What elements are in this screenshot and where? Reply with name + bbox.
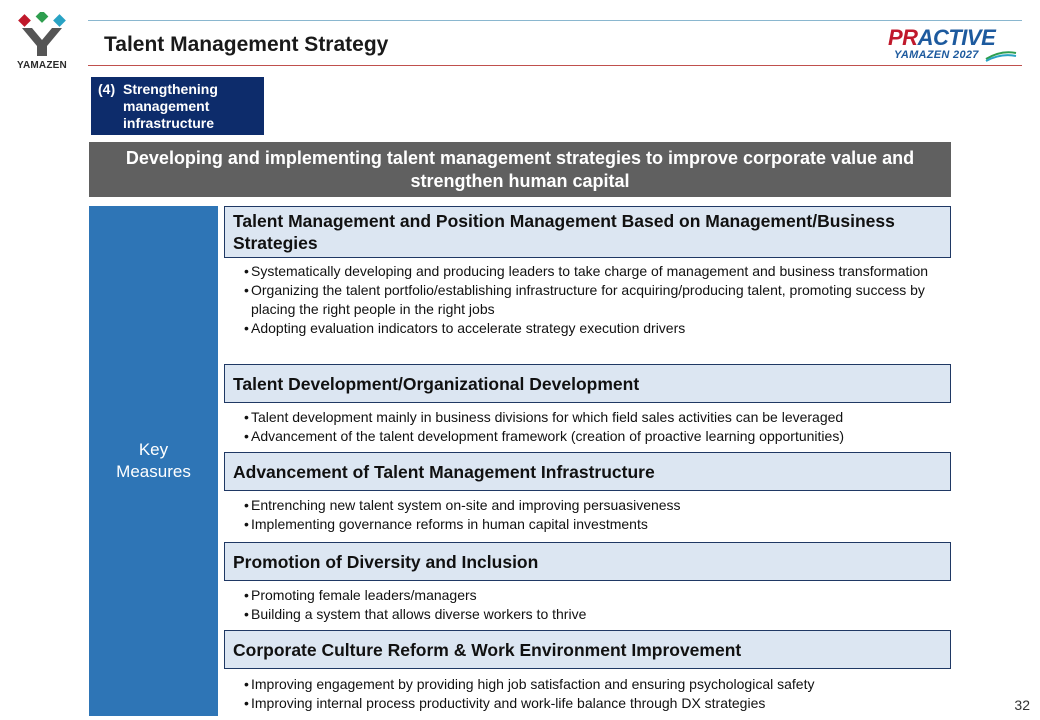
company-logo <box>10 12 74 74</box>
header-top-rule <box>88 20 1022 21</box>
bullet-item: • Entrenching new talent system on-site and improving persuasiveness <box>244 496 944 515</box>
plan-logo-wordmark <box>888 26 995 50</box>
section-number: (4) <box>98 81 116 97</box>
key-measures-text: Key Measures <box>116 440 191 481</box>
bullet-item: • Systematically developing and producing leaders to take charge of management and business transformation <box>244 262 944 281</box>
measure-bullets <box>244 675 944 713</box>
bullet-item: • Talent development mainly in business divisions for which field sales activities can be leveraged <box>244 408 944 427</box>
key-measures-label <box>89 206 218 716</box>
measure-heading: Advancement of Talent Management Infrastructure <box>224 452 951 491</box>
measure-heading: Promotion of Diversity and Inclusion <box>224 542 951 581</box>
bullet-item: • Advancement of the talent development framework (creation of proactive learning opportunities) <box>244 427 944 446</box>
plan-logo-subtitle: YAMAZEN 2027 <box>894 49 979 61</box>
bullet-item: • Promoting female leaders/managers <box>244 586 944 605</box>
page-title: Talent Management Strategy <box>104 33 389 56</box>
company-name: YAMAZEN <box>17 60 67 71</box>
plan-logo-part2: ACTIVE <box>917 25 996 50</box>
bullet-item: • Organizing the talent portfolio/establishing infrastructure for acquiring/producing talent, promoting success by placing the right people in the right jobs <box>244 281 944 319</box>
bullet-item: • Implementing governance reforms in human capital investments <box>244 515 944 534</box>
bullet-item: • Building a system that allows diverse workers to thrive <box>244 605 944 624</box>
page-number: 32 <box>1014 697 1030 713</box>
bullet-item: • Improving engagement by providing high job satisfaction and ensuring psychological safety <box>244 675 944 694</box>
plan-logo-part1: PR <box>888 25 918 50</box>
strategy-banner: Developing and implementing talent management strategies to improve corporate value and strengthen human capital <box>89 142 951 197</box>
swoosh-icon <box>984 50 1018 62</box>
measure-bullets <box>244 496 944 534</box>
measure-heading: Talent Development/Organizational Development <box>224 364 951 403</box>
measure-bullets <box>244 586 944 624</box>
plan-logo <box>888 26 1022 64</box>
bullet-item: • Improving internal process productivity and work-life balance through DX strategies <box>244 694 944 713</box>
measure-heading: Corporate Culture Reform & Work Environment Improvement <box>224 630 951 669</box>
measure-bullets <box>244 262 944 338</box>
header-bottom-rule <box>88 65 1022 66</box>
measure-bullets <box>244 408 944 446</box>
section-label: Strengthening management infrastructure <box>123 81 218 131</box>
yamazen-logo-icon <box>18 12 66 58</box>
measure-heading: Talent Management and Position Management Based on Management/Business Strategies <box>224 206 951 258</box>
bullet-item: • Adopting evaluation indicators to accelerate strategy execution drivers <box>244 319 944 338</box>
section-tag <box>91 77 264 135</box>
